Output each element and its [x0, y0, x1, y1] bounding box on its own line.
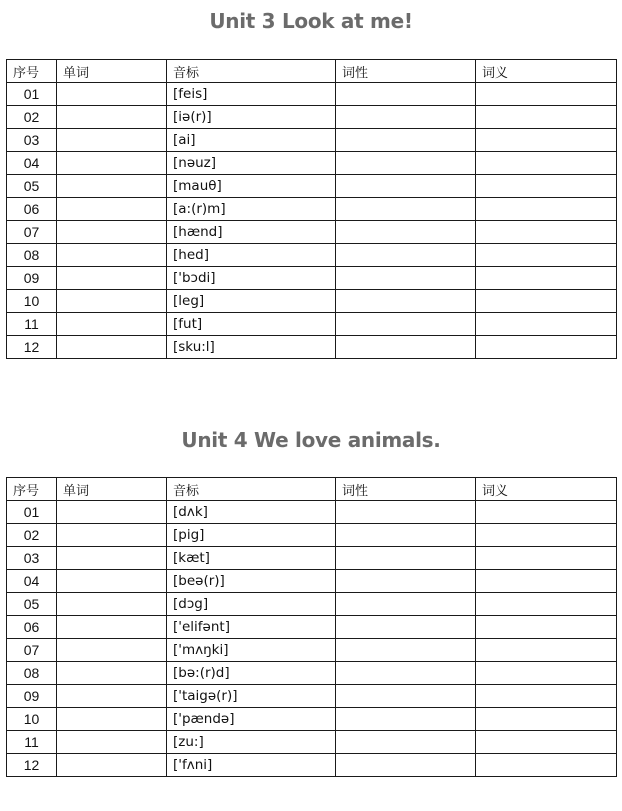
meaning-cell	[476, 501, 617, 524]
table-row	[7, 547, 617, 570]
index-cell: 08	[7, 662, 57, 685]
word-cell	[57, 731, 167, 754]
phonetic-cell: [iə(r)]	[167, 106, 336, 129]
part-of-speech-cell	[336, 152, 476, 175]
header-word: 单词	[57, 60, 167, 83]
word-cell	[57, 616, 167, 639]
table-row	[7, 501, 617, 524]
header-phonetic: 音标	[167, 60, 336, 83]
part-of-speech-cell	[336, 244, 476, 267]
word-cell	[57, 685, 167, 708]
word-cell	[57, 152, 167, 175]
unit-4-vocab-table	[6, 477, 617, 777]
table-row	[7, 731, 617, 754]
table-row	[7, 570, 617, 593]
phonetic-cell: ['fʌni]	[167, 754, 336, 777]
meaning-cell	[476, 616, 617, 639]
word-cell	[57, 593, 167, 616]
word-cell	[57, 221, 167, 244]
table-row	[7, 221, 617, 244]
part-of-speech-cell	[336, 198, 476, 221]
table-row	[7, 152, 617, 175]
phonetic-cell: [feis]	[167, 83, 336, 106]
word-cell	[57, 336, 167, 359]
table-row	[7, 267, 617, 290]
index-cell: 09	[7, 685, 57, 708]
index-cell: 02	[7, 524, 57, 547]
word-cell	[57, 313, 167, 336]
meaning-cell	[476, 639, 617, 662]
table-row	[7, 662, 617, 685]
meaning-cell	[476, 685, 617, 708]
word-cell	[57, 754, 167, 777]
header-word: 单词	[57, 478, 167, 501]
word-cell	[57, 662, 167, 685]
meaning-cell	[476, 547, 617, 570]
part-of-speech-cell	[336, 290, 476, 313]
unit-3-title: Unit 3 Look at me!	[209, 9, 413, 33]
index-cell: 08	[7, 244, 57, 267]
phonetic-cell: ['bɔdi]	[167, 267, 336, 290]
header-meaning: 词义	[476, 60, 617, 83]
part-of-speech-cell	[336, 106, 476, 129]
index-cell: 01	[7, 83, 57, 106]
table-row	[7, 129, 617, 152]
part-of-speech-cell	[336, 662, 476, 685]
phonetic-cell: [nəuz]	[167, 152, 336, 175]
table-row	[7, 175, 617, 198]
index-cell: 06	[7, 616, 57, 639]
index-cell: 10	[7, 290, 57, 313]
index-cell: 06	[7, 198, 57, 221]
part-of-speech-cell	[336, 83, 476, 106]
phonetic-cell: ['pændə]	[167, 708, 336, 731]
table-row	[7, 290, 617, 313]
part-of-speech-cell	[336, 524, 476, 547]
phonetic-cell: [bə:(r)d]	[167, 662, 336, 685]
word-cell	[57, 83, 167, 106]
meaning-cell	[476, 290, 617, 313]
header-row	[7, 60, 617, 83]
unit-4-title: Unit 4 We love animals.	[181, 428, 441, 452]
table-row	[7, 754, 617, 777]
phonetic-cell: [pig]	[167, 524, 336, 547]
index-cell: 01	[7, 501, 57, 524]
header-index: 序号	[7, 478, 57, 501]
phonetic-cell: ['taigə(r)]	[167, 685, 336, 708]
table-row	[7, 685, 617, 708]
part-of-speech-cell	[336, 501, 476, 524]
part-of-speech-cell	[336, 731, 476, 754]
meaning-cell	[476, 708, 617, 731]
phonetic-cell: [sku:l]	[167, 336, 336, 359]
table-row	[7, 593, 617, 616]
phonetic-cell: ['mʌŋki]	[167, 639, 336, 662]
part-of-speech-cell	[336, 313, 476, 336]
meaning-cell	[476, 267, 617, 290]
word-cell	[57, 639, 167, 662]
part-of-speech-cell	[336, 267, 476, 290]
phonetic-cell: [dʌk]	[167, 501, 336, 524]
meaning-cell	[476, 221, 617, 244]
index-cell: 07	[7, 221, 57, 244]
part-of-speech-cell	[336, 221, 476, 244]
meaning-cell	[476, 198, 617, 221]
word-cell	[57, 106, 167, 129]
table-row	[7, 616, 617, 639]
phonetic-cell: ['elifənt]	[167, 616, 336, 639]
meaning-cell	[476, 152, 617, 175]
table-row	[7, 639, 617, 662]
index-cell: 12	[7, 754, 57, 777]
header-row	[7, 478, 617, 501]
index-cell: 04	[7, 570, 57, 593]
phonetic-cell: [beə(r)]	[167, 570, 336, 593]
word-cell	[57, 708, 167, 731]
word-cell	[57, 198, 167, 221]
table-row	[7, 83, 617, 106]
phonetic-cell: [dɔg]	[167, 593, 336, 616]
table-row	[7, 313, 617, 336]
meaning-cell	[476, 731, 617, 754]
index-cell: 02	[7, 106, 57, 129]
part-of-speech-cell	[336, 685, 476, 708]
meaning-cell	[476, 313, 617, 336]
table-row	[7, 336, 617, 359]
meaning-cell	[476, 570, 617, 593]
phonetic-cell: [hænd]	[167, 221, 336, 244]
word-cell	[57, 524, 167, 547]
phonetic-cell: [fut]	[167, 313, 336, 336]
index-cell: 03	[7, 129, 57, 152]
index-cell: 12	[7, 336, 57, 359]
index-cell: 10	[7, 708, 57, 731]
part-of-speech-cell	[336, 639, 476, 662]
part-of-speech-cell	[336, 547, 476, 570]
meaning-cell	[476, 593, 617, 616]
part-of-speech-cell	[336, 754, 476, 777]
part-of-speech-cell	[336, 129, 476, 152]
meaning-cell	[476, 662, 617, 685]
word-cell	[57, 501, 167, 524]
header-phonetic: 音标	[167, 478, 336, 501]
word-cell	[57, 244, 167, 267]
table-row	[7, 106, 617, 129]
meaning-cell	[476, 175, 617, 198]
header-meaning: 词义	[476, 478, 617, 501]
word-cell	[57, 547, 167, 570]
part-of-speech-cell	[336, 570, 476, 593]
header-part-of-speech: 词性	[336, 60, 476, 83]
meaning-cell	[476, 83, 617, 106]
meaning-cell	[476, 129, 617, 152]
meaning-cell	[476, 524, 617, 547]
index-cell: 09	[7, 267, 57, 290]
table-row	[7, 244, 617, 267]
index-cell: 11	[7, 313, 57, 336]
meaning-cell	[476, 106, 617, 129]
phonetic-cell: [kæt]	[167, 547, 336, 570]
index-cell: 11	[7, 731, 57, 754]
phonetic-cell: [zu:]	[167, 731, 336, 754]
word-cell	[57, 129, 167, 152]
word-cell	[57, 290, 167, 313]
phonetic-cell: [leg]	[167, 290, 336, 313]
word-cell	[57, 267, 167, 290]
part-of-speech-cell	[336, 336, 476, 359]
index-cell: 04	[7, 152, 57, 175]
index-cell: 03	[7, 547, 57, 570]
table-row	[7, 198, 617, 221]
phonetic-cell: [ai]	[167, 129, 336, 152]
meaning-cell	[476, 336, 617, 359]
part-of-speech-cell	[336, 175, 476, 198]
phonetic-cell: [hed]	[167, 244, 336, 267]
header-part-of-speech: 词性	[336, 478, 476, 501]
meaning-cell	[476, 244, 617, 267]
word-cell	[57, 175, 167, 198]
unit-3-vocab-table	[6, 59, 617, 359]
meaning-cell	[476, 754, 617, 777]
part-of-speech-cell	[336, 708, 476, 731]
word-cell	[57, 570, 167, 593]
index-cell: 05	[7, 175, 57, 198]
table-row	[7, 708, 617, 731]
phonetic-cell: [mauθ]	[167, 175, 336, 198]
index-cell: 05	[7, 593, 57, 616]
table-row	[7, 524, 617, 547]
part-of-speech-cell	[336, 616, 476, 639]
phonetic-cell: [a:(r)m]	[167, 198, 336, 221]
header-index: 序号	[7, 60, 57, 83]
index-cell: 07	[7, 639, 57, 662]
part-of-speech-cell	[336, 593, 476, 616]
